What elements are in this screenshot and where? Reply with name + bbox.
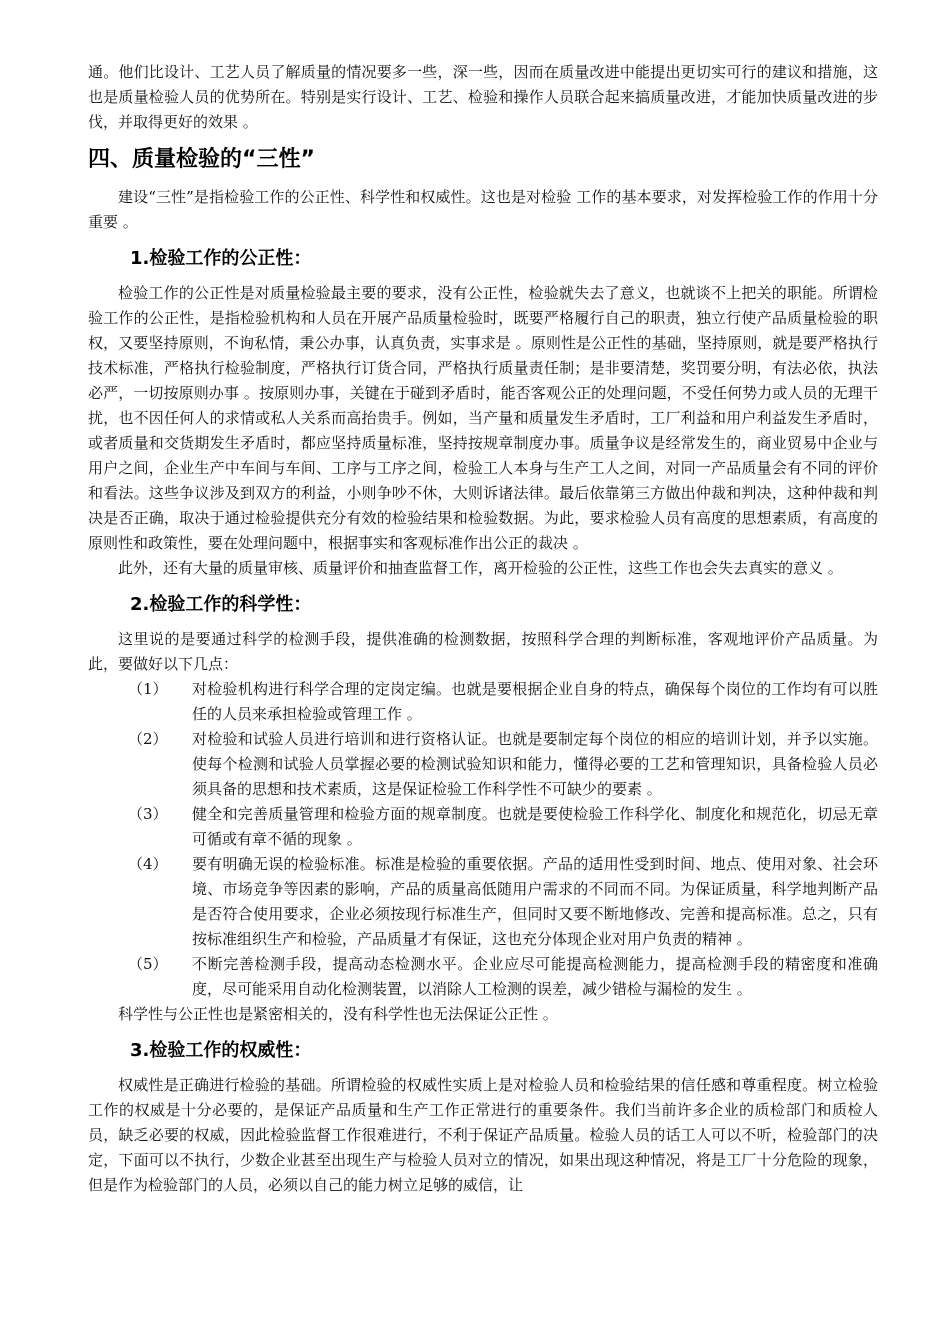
list-item-text: 对检验机构进行科学合理的定岗定编。也就是要根据企业自身的特点，确保每个岗位的工作均有可以胜任的人员来承担检验或管理工作 。 — [192, 680, 878, 723]
list-item-number: （5） — [128, 955, 168, 973]
list-item-text: 要有明确无误的检验标准。标准是检验的重要依据。产品的适用性受到时间、地点、使用对象、社会环境、市场竞争等因素的影响，产品的质量高低随用户需求的不同而不同。为保证质量，科学地判断产品是否符合使用要求，企业必须按现行标准生产，但同时又要不断地修改、完善和提高标准。总之，只有按标准组织生产和检验，产品质量才有保证，这也充分体现企业对用户负责的精神 。 — [192, 855, 878, 948]
list-item — [128, 802, 878, 852]
list-item-number: （1） — [128, 680, 168, 698]
subsection-1-paragraph-1: 检验工作的公正性是对质量检验最主要的要求，没有公正性，检验就失去了意义，也就谈不上把关的职能。所谓检验工作的公正性，是指检验机构和人员在开展产品质量检验时，既要严格履行自己的职责，独立行使产品质量检验的职权，又要坚持原则，不询私情，秉公办事，认真负责，实事求是 。原则性是公正性的基础，坚持原则，就是要严格执行技术标准，严格执行检验制度，严格执行订货合同，严格执行质量责任制；是非要清楚，奖罚要分明，有法必依，执法必严，一切按原则办事 。按原则办事，关键在于碰到矛盾时，能否客观公正的处理问题，不受任何势力或人员的无理干扰，也不因任何人的求情或私人关系而高抬贵手。例如，当产量和质量发生矛盾时，工厂利益和用户利益发生矛盾时，或者质量和交货期发生矛盾时，都应坚持质量标准，坚持按规章制度办事。质量争议是经常发生的，商业贸易中企业与用户之间，企业生产中车间与车间、工序与工序之间，检验工人本身与生产工人之间，对同一产品质量会有不同的评价和看法。这些争议涉及到双方的利益，小则争吵不休，大则诉诸法律。最后依靠第三方做出仲裁和判决，这种仲裁和判决是否正确，取决于通过检验提供充分有效的检验结果和检验数据。为此，要求检验人员有高度的思想素质，有高度的原则性和政策性，要在处理问题中，根据事实和客观标准作出公正的裁决 。 — [88, 284, 878, 552]
list-item-number: （4） — [128, 855, 168, 873]
section-4-heading: 四、质量检验的“三性” — [88, 147, 315, 172]
intro-paragraph: 通。他们比设计、工艺人员了解质量的情况要多一些，深一些，因而在质量改进中能提出更切实可行的建议和措施，这也是质量检验人员的优势所在。特别是实行设计、工艺、检验和操作人员联合起来搞质量改进，才能加快质量改进的步伐，并取得更好的效果 。 — [88, 63, 878, 131]
list-item-text: 健全和完善质量管理和检验方面的规章制度。也就是要使检验工作科学化、制度化和规范化，切忌无章可循或有章不循的现象 。 — [192, 805, 878, 848]
list-item — [128, 677, 878, 727]
list-item-number: （2） — [128, 730, 168, 748]
list-item — [128, 727, 878, 802]
list-item-text: 对检验和试验人员进行培训和进行资格认证。也就是要制定每个岗位的相应的培训计划，并予以实施。使每个检测和试验人员掌握必要的检测试验知识和能力，懂得必要的工艺和管理知识，具备检验人员必须具备的思想和技术素质，这是保证检验工作科学性不可缺少的要素 。 — [192, 730, 878, 798]
subsection-3-heading: 3.检验工作的权威性： — [130, 1040, 312, 1061]
subsection-1-paragraph-2: 此外，还有大量的质量审核、质量评价和抽查监督工作，离开检验的公正性，这些工作也会失去真实的意义 。 — [118, 559, 843, 577]
document-page — [88, 60, 878, 1198]
list-item — [128, 952, 878, 1002]
subsection-1-heading: 1.检验工作的公正性： — [130, 248, 312, 269]
list-item — [128, 852, 878, 952]
subsection-2-closing: 科学性与公正性也是紧密相关的，没有科学性也无法保证公正性 。 — [118, 1005, 558, 1023]
subsection-2-heading: 2.检验工作的科学性： — [130, 594, 312, 615]
list-item-text: 不断完善检测手段，提高动态检测水平。企业应尽可能提高检测能力，提高检测手段的精密度和准确度，尽可能采用自动化检测装置，以消除人工检测的误差，减少错检与漏检的发生 。 — [192, 955, 878, 998]
section-4-intro: 建设“三性”是指检验工作的公正性、科学性和权威性。这也是对检验 工作的基本要求，对发挥检验工作的作用十分重要 。 — [88, 188, 878, 231]
subsection-3-paragraph-1: 权威性是正确进行检验的基础。所谓检验的权威性实质上是对检验人员和检验结果的信任感和尊重程度。树立检验工作的权威是十分必要的，是保证产品质量和生产工作正常进行的重要条件。我们当前许多企业的质检部门和质检人员，缺乏必要的权威，因此检验监督工作很难进行，不利于保证产品质量。检验人员的话工人可以不听，检验部门的决定，下面可以不执行，少数企业甚至出现生产与检验人员对立的情况，如果出现这种情况，将是工厂十分危险的现象，但是作为检验部门的人员，必须以自己的能力树立足够的威信，让 — [88, 1076, 878, 1194]
list-item-number: （3） — [128, 805, 168, 823]
subsection-2-intro: 这里说的是要通过科学的检测手段，提供准确的检测数据，按照科学合理的判断标准，客观地评价产品质量。为此，要做好以下几点： — [88, 630, 878, 673]
